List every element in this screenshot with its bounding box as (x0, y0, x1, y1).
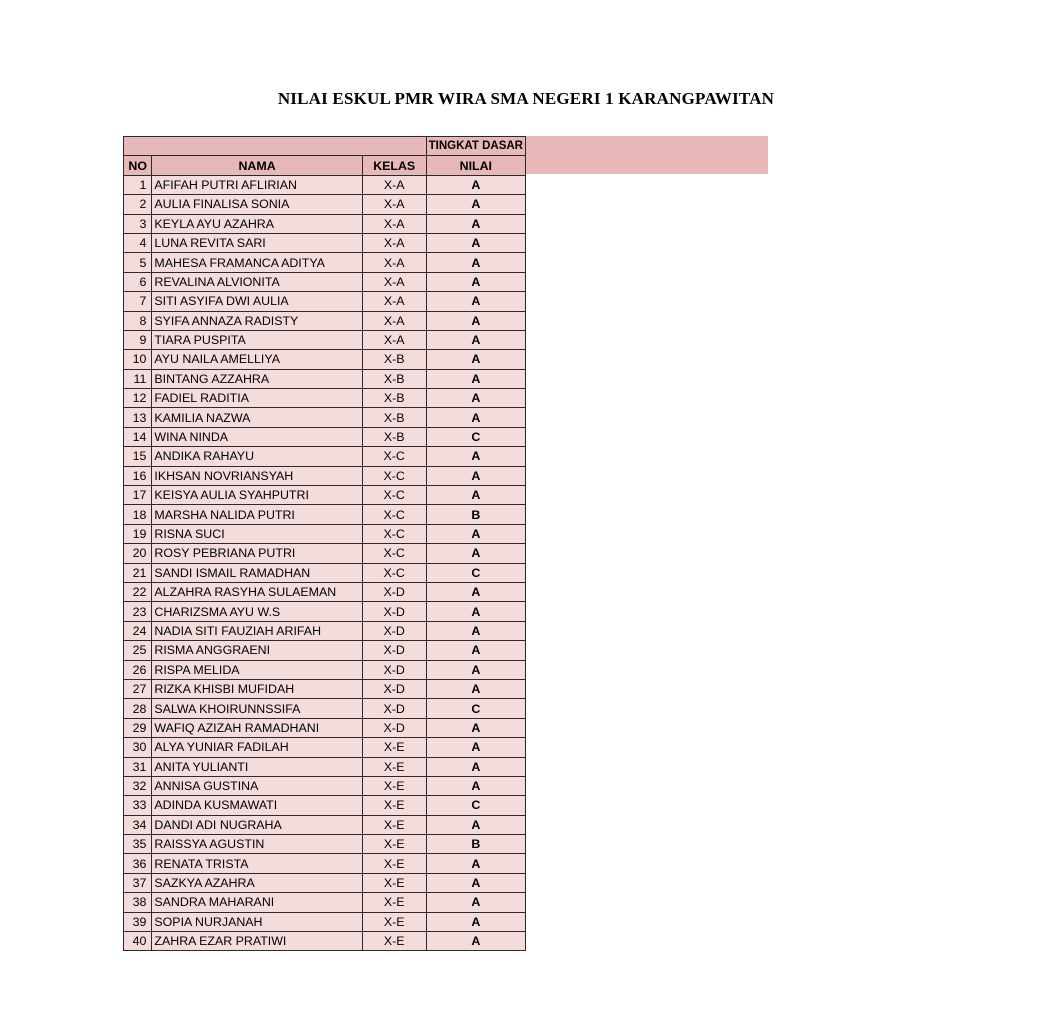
table-row (124, 932, 526, 951)
table-row (124, 815, 526, 834)
table-row (124, 408, 526, 427)
table-row (124, 563, 526, 582)
cell-nama: MAHESA FRAMANCA ADITYA (152, 253, 362, 272)
cell-kelas: X-C (362, 505, 426, 524)
table-row (124, 175, 526, 194)
cell-no: 15 (124, 447, 152, 466)
cell-no: 7 (124, 292, 152, 311)
cell-nama: AFIFAH PUTRI AFLIRIAN (152, 175, 362, 194)
cell-no: 27 (124, 679, 152, 698)
cell-no: 10 (124, 350, 152, 369)
cell-nama: RISPA MELIDA (152, 660, 362, 679)
cell-kelas: X-E (362, 757, 426, 776)
cell-kelas: X-D (362, 718, 426, 737)
page-title: NILAI ESKUL PMR WIRA SMA NEGERI 1 KARANGPAWITAN (277, 89, 775, 108)
cell-no: 21 (124, 563, 152, 582)
table-band-row (124, 137, 526, 156)
table-row (124, 621, 526, 640)
table-row (124, 330, 526, 349)
cell-nilai: C (426, 699, 525, 718)
cell-nama: AULIA FINALISA SONIA (152, 195, 362, 214)
cell-kelas: X-A (362, 233, 426, 252)
cell-kelas: X-C (362, 563, 426, 582)
cell-nama: RAISSYA AGUSTIN (152, 835, 362, 854)
cell-kelas: X-C (362, 524, 426, 543)
cell-nilai: A (426, 932, 525, 951)
cell-nama: NADIA SITI FAUZIAH ARIFAH (152, 621, 362, 640)
table-row (124, 272, 526, 291)
cell-nama: KAMILIA NAZWA (152, 408, 362, 427)
cell-kelas: X-C (362, 466, 426, 485)
cell-nilai: A (426, 272, 525, 291)
table-row (124, 738, 526, 757)
cell-kelas: X-D (362, 582, 426, 601)
cell-kelas: X-C (362, 486, 426, 505)
cell-no: 38 (124, 893, 152, 912)
cell-nama: MARSHA NALIDA PUTRI (152, 505, 362, 524)
table-row (124, 893, 526, 912)
table-row (124, 757, 526, 776)
cell-nilai: B (426, 505, 525, 524)
cell-nilai: A (426, 757, 525, 776)
table-row (124, 486, 526, 505)
cell-no: 23 (124, 602, 152, 621)
cell-nama: BINTANG AZZAHRA (152, 369, 362, 388)
cell-nilai: A (426, 408, 525, 427)
header-no: NO (124, 156, 152, 175)
cell-kelas: X-B (362, 369, 426, 388)
cell-nilai: A (426, 233, 525, 252)
cell-kelas: X-D (362, 602, 426, 621)
cell-nama: TIARA PUSPITA (152, 330, 362, 349)
table-row (124, 776, 526, 795)
cell-no: 22 (124, 582, 152, 601)
cell-nama: SOPIA NURJANAH (152, 912, 362, 931)
cell-kelas: X-E (362, 738, 426, 757)
cell-no: 14 (124, 427, 152, 446)
cell-nama: CHARIZSMA AYU W.S (152, 602, 362, 621)
cell-kelas: X-E (362, 912, 426, 931)
table-row (124, 699, 526, 718)
cell-nilai: A (426, 873, 525, 892)
table-row (124, 873, 526, 892)
table-row (124, 602, 526, 621)
cell-no: 25 (124, 641, 152, 660)
cell-nama: SANDI ISMAIL RAMADHAN (152, 563, 362, 582)
cell-kelas: X-B (362, 408, 426, 427)
cell-no: 3 (124, 214, 152, 233)
cell-nama: WINA NINDA (152, 427, 362, 446)
cell-kelas: X-A (362, 195, 426, 214)
cell-nilai: A (426, 369, 525, 388)
cell-nama: LUNA REVITA SARI (152, 233, 362, 252)
cell-nilai: A (426, 350, 525, 369)
cell-nilai: A (426, 466, 525, 485)
cell-nama: FADIEL RADITIA (152, 389, 362, 408)
table-row (124, 835, 526, 854)
cell-nilai: A (426, 582, 525, 601)
cell-no: 17 (124, 486, 152, 505)
cell-kelas: X-E (362, 893, 426, 912)
cell-kelas: X-A (362, 175, 426, 194)
table-row (124, 447, 526, 466)
cell-kelas: X-D (362, 641, 426, 660)
cell-nama: ADINDA KUSMAWATI (152, 796, 362, 815)
cell-kelas: X-D (362, 621, 426, 640)
table-row (124, 195, 526, 214)
header-nilai: NILAI (426, 156, 525, 175)
cell-nama: SAZKYA AZAHRA (152, 873, 362, 892)
table-row (124, 854, 526, 873)
cell-nilai: A (426, 292, 525, 311)
cell-nama: WAFIQ AZIZAH RAMADHANI (152, 718, 362, 737)
table-row (124, 505, 526, 524)
cell-no: 30 (124, 738, 152, 757)
cell-no: 12 (124, 389, 152, 408)
cell-nilai: A (426, 660, 525, 679)
cell-nilai: A (426, 679, 525, 698)
table-row (124, 214, 526, 233)
cell-kelas: X-A (362, 292, 426, 311)
cell-no: 24 (124, 621, 152, 640)
cell-no: 32 (124, 776, 152, 795)
cell-kelas: X-E (362, 873, 426, 892)
cell-nama: RIZKA KHISBI MUFIDAH (152, 679, 362, 698)
table-row (124, 582, 526, 601)
cell-no: 2 (124, 195, 152, 214)
cell-kelas: X-A (362, 214, 426, 233)
cell-nama: KEYLA AYU AZAHRA (152, 214, 362, 233)
table-row (124, 466, 526, 485)
cell-no: 31 (124, 757, 152, 776)
header-nama: NAMA (152, 156, 362, 175)
cell-nama: RENATA TRISTA (152, 854, 362, 873)
table-row (124, 427, 526, 446)
cell-nama: ANNISA GUSTINA (152, 776, 362, 795)
cell-nama: SANDRA MAHARANI (152, 893, 362, 912)
cell-nilai: C (426, 796, 525, 815)
table-row (124, 796, 526, 815)
cell-nama: REVALINA ALVIONITA (152, 272, 362, 291)
table-row (124, 233, 526, 252)
cell-kelas: X-B (362, 389, 426, 408)
cell-no: 29 (124, 718, 152, 737)
cell-kelas: X-E (362, 854, 426, 873)
cell-nama: AYU NAILA AMELLIYA (152, 350, 362, 369)
cell-nilai: B (426, 835, 525, 854)
cell-nama: SALWA KHOIRUNNSSIFA (152, 699, 362, 718)
header-kelas: KELAS (362, 156, 426, 175)
cell-nama: RISNA SUCI (152, 524, 362, 543)
cell-nama: ROSY PEBRIANA PUTRI (152, 544, 362, 563)
cell-no: 1 (124, 175, 152, 194)
cell-no: 36 (124, 854, 152, 873)
cell-nilai: A (426, 253, 525, 272)
cell-kelas: X-B (362, 427, 426, 446)
cell-nama: SYIFA ANNAZA RADISTY (152, 311, 362, 330)
cell-kelas: X-A (362, 330, 426, 349)
cell-nilai: A (426, 602, 525, 621)
cell-no: 9 (124, 330, 152, 349)
table-header-row (124, 156, 526, 175)
cell-kelas: X-B (362, 350, 426, 369)
cell-nama: DANDI ADI NUGRAHA (152, 815, 362, 834)
table-row (124, 253, 526, 272)
cell-nama: ALYA YUNIAR FADILAH (152, 738, 362, 757)
cell-kelas: X-A (362, 272, 426, 291)
header-band-extension (526, 136, 768, 174)
table-row (124, 912, 526, 931)
table-row (124, 679, 526, 698)
cell-no: 13 (124, 408, 152, 427)
cell-kelas: X-E (362, 932, 426, 951)
cell-no: 5 (124, 253, 152, 272)
cell-kelas: X-A (362, 253, 426, 272)
cell-no: 34 (124, 815, 152, 834)
cell-nilai: C (426, 563, 525, 582)
cell-no: 20 (124, 544, 152, 563)
cell-nilai: A (426, 641, 525, 660)
cell-no: 35 (124, 835, 152, 854)
cell-nama: SITI ASYIFA DWI AULIA (152, 292, 362, 311)
cell-nilai: A (426, 718, 525, 737)
cell-nilai: A (426, 854, 525, 873)
cell-nilai: A (426, 389, 525, 408)
cell-kelas: X-A (362, 311, 426, 330)
cell-nama: ALZAHRA RASYHA SULAEMAN (152, 582, 362, 601)
level-label: TINGKAT DASAR (426, 137, 525, 156)
table-row (124, 369, 526, 388)
cell-nilai: A (426, 815, 525, 834)
cell-nilai: A (426, 175, 525, 194)
cell-nama: ANDIKA RAHAYU (152, 447, 362, 466)
cell-no: 8 (124, 311, 152, 330)
cell-kelas: X-C (362, 544, 426, 563)
table-row (124, 641, 526, 660)
cell-nama: IKHSAN NOVRIANSYAH (152, 466, 362, 485)
cell-no: 40 (124, 932, 152, 951)
cell-no: 19 (124, 524, 152, 543)
cell-nama: RISMA ANGGRAENI (152, 641, 362, 660)
cell-nilai: A (426, 893, 525, 912)
cell-no: 16 (124, 466, 152, 485)
table-row (124, 292, 526, 311)
cell-nilai: A (426, 486, 525, 505)
table-row (124, 389, 526, 408)
cell-nilai: A (426, 544, 525, 563)
cell-kelas: X-E (362, 796, 426, 815)
cell-nilai: A (426, 776, 525, 795)
cell-no: 37 (124, 873, 152, 892)
cell-nama: ANITA YULIANTI (152, 757, 362, 776)
table-row (124, 524, 526, 543)
cell-kelas: X-C (362, 447, 426, 466)
cell-nilai: A (426, 195, 525, 214)
cell-no: 39 (124, 912, 152, 931)
band-spacer (124, 137, 427, 156)
table-row (124, 718, 526, 737)
cell-nilai: A (426, 524, 525, 543)
cell-no: 33 (124, 796, 152, 815)
cell-no: 4 (124, 233, 152, 252)
grades-table (123, 136, 526, 951)
cell-kelas: X-D (362, 679, 426, 698)
cell-no: 28 (124, 699, 152, 718)
cell-nilai: C (426, 427, 525, 446)
cell-nilai: A (426, 330, 525, 349)
cell-nilai: A (426, 738, 525, 757)
cell-kelas: X-D (362, 699, 426, 718)
table-row (124, 660, 526, 679)
cell-nilai: A (426, 311, 525, 330)
cell-kelas: X-D (362, 660, 426, 679)
table-row (124, 544, 526, 563)
cell-nama: ZAHRA EZAR PRATIWI (152, 932, 362, 951)
table-row (124, 311, 526, 330)
cell-nilai: A (426, 214, 525, 233)
cell-no: 26 (124, 660, 152, 679)
cell-kelas: X-E (362, 815, 426, 834)
cell-nilai: A (426, 447, 525, 466)
cell-kelas: X-E (362, 776, 426, 795)
cell-kelas: X-E (362, 835, 426, 854)
cell-nilai: A (426, 912, 525, 931)
cell-nilai: A (426, 621, 525, 640)
cell-no: 18 (124, 505, 152, 524)
table-row (124, 350, 526, 369)
cell-no: 6 (124, 272, 152, 291)
cell-no: 11 (124, 369, 152, 388)
cell-nama: KEISYA AULIA SYAHPUTRI (152, 486, 362, 505)
